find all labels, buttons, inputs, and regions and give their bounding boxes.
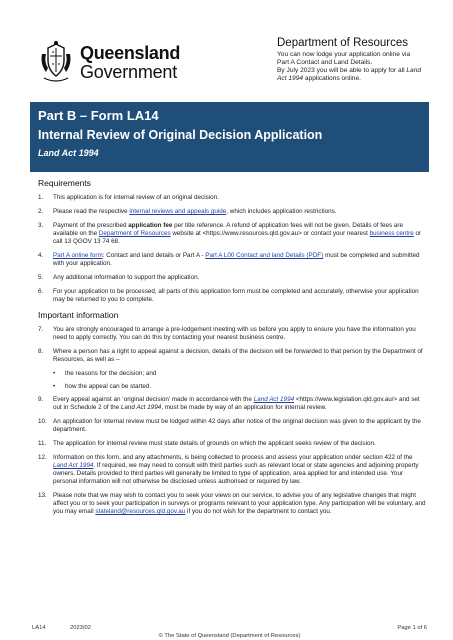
coat-of-arms-icon: [38, 40, 74, 84]
logo-government: Government: [80, 61, 178, 82]
form-title: Internal Review of Original Decision Application: [38, 128, 323, 142]
list-item: 5. Any additional information to support the application.: [38, 274, 200, 281]
dept-note-line1: You can now lodge your application online via: [277, 51, 411, 58]
form-code: LA14: [32, 625, 46, 631]
bullet-item: • how the appeal can be started.: [53, 383, 152, 390]
stateland-email-link[interactable]: stateland@resources.qld.gov.au: [95, 508, 186, 515]
form-act: Land Act 1994: [38, 148, 99, 158]
bullet-icon: •: [53, 370, 56, 377]
list-item: 8. Where a person has a right to appeal against a decision, details of the decision will be forwarded to that person by the Department of Resources, as well as –: [38, 348, 423, 363]
list-item: 11. The application for internal review must state details of grounds on which the applicant seeks review of the decision.: [38, 440, 376, 447]
list-item: 13. Please note that we may wish to contact you to seek your views on our service, to advise you of any legislative changes that might affect you or to seek your participation in surveys or programs relevant to your application type. Any participation will be voluntary, and you may email stateland@resources.qld.gov.au if you do not wish for the department to contact you.: [38, 492, 426, 515]
list-item: 7. You are strongly encouraged to arrange a pre-lodgement meeting with us before you apply to ensure you have the information you need to apply correctly. You can do this by contacting your nearest business centre.: [38, 326, 416, 341]
list-item: 2. Please read the respective internal reviews and appeals guide, which includes application restrictions.: [38, 208, 337, 215]
requirements-heading: Requirements: [38, 178, 91, 188]
dept-note-line4: Act 1994 applications online.: [277, 75, 361, 82]
land-act-link[interactable]: Land Act 1994: [253, 396, 295, 403]
list-item: 10. An application for internal review must be lodged within 42 days after notice of the original decision was given to the applicant by the department.: [38, 418, 421, 433]
list-item: 6. For your application to be processed, all parts of this application form must be completed and accurately, otherwise your application may be returned to you to complete.: [38, 288, 419, 303]
dept-note-line3: By July 2023 you will be able to apply for all Land: [277, 67, 422, 74]
copyright-notice: © The State of Queensland (Department of Resources): [158, 633, 301, 639]
land-act-section-link[interactable]: Land Act 1994: [53, 462, 94, 469]
important-information-heading: Important information: [38, 310, 119, 320]
internal-reviews-guide-link[interactable]: internal reviews and appeals guide: [129, 208, 227, 215]
page-header: [0, 0, 453, 110]
form-version-date: 2023/02: [70, 625, 91, 631]
dept-note-line2: Part A Contact and Land Details.: [277, 59, 373, 66]
list-item: 1. This application is for internal review of an original decision.: [38, 194, 219, 201]
queensland-government-logo: [38, 38, 198, 86]
department-of-resources-link[interactable]: Department of Resources: [98, 230, 171, 237]
business-centre-link[interactable]: business centre: [369, 230, 414, 237]
form-part-label: Part B – Form LA14: [38, 108, 159, 123]
list-item: 9. Every appeal against an ‘original decision’ made in accordance with the Land Act 1994 <https://www.legislation.qld.gov.au/> and set out in Schedule 2 of the Land Act 1994, must be made by way of an application for internal review.: [38, 396, 420, 411]
part-a-online-form-link[interactable]: Part A online form: [53, 252, 103, 259]
page-number: Page 1 of 6: [397, 625, 427, 631]
form-content: [38, 176, 428, 522]
bullet-item: • the reasons for the decision; and: [53, 370, 157, 377]
page-footer: [32, 625, 427, 639]
bullet-icon: •: [53, 383, 56, 390]
list-item: 4. Part A online form: Contact and land details or Part A - Part A L00 Contact and land Details (PDF) must be completed and submitted with your application.: [38, 252, 420, 267]
department-title: Department of Resources: [277, 37, 409, 49]
list-item: 12. Information on this form, and any attachments, is being collected to process and assess your application under section 422 of the Land Act 1994. If required, we may need to consult with third parties such as relevant local or state agencies and adjoining property owners. Details provided to third parties will generally be limited to type of application, area applied for and intended use. Your personal information will not otherwise be disclosed unless authorised or required by law.: [38, 454, 419, 485]
part-a-pdf-link[interactable]: Part A L00 Contact and land Details (PDF): [205, 252, 324, 259]
logo-wordmark: [80, 44, 180, 81]
logo-queensland: Queensland: [80, 42, 181, 63]
list-item: 3. Payment of the prescribed application fee per title reference. A refund of application fees will not be given. Details of fees are available on the Department of Resources website at <https://www.resources.qld.gov.au> or contact your nearest business centre or call 13 QGOV 13 74 68.: [38, 222, 422, 245]
department-block: [277, 37, 447, 83]
form-title-banner: [30, 102, 429, 172]
